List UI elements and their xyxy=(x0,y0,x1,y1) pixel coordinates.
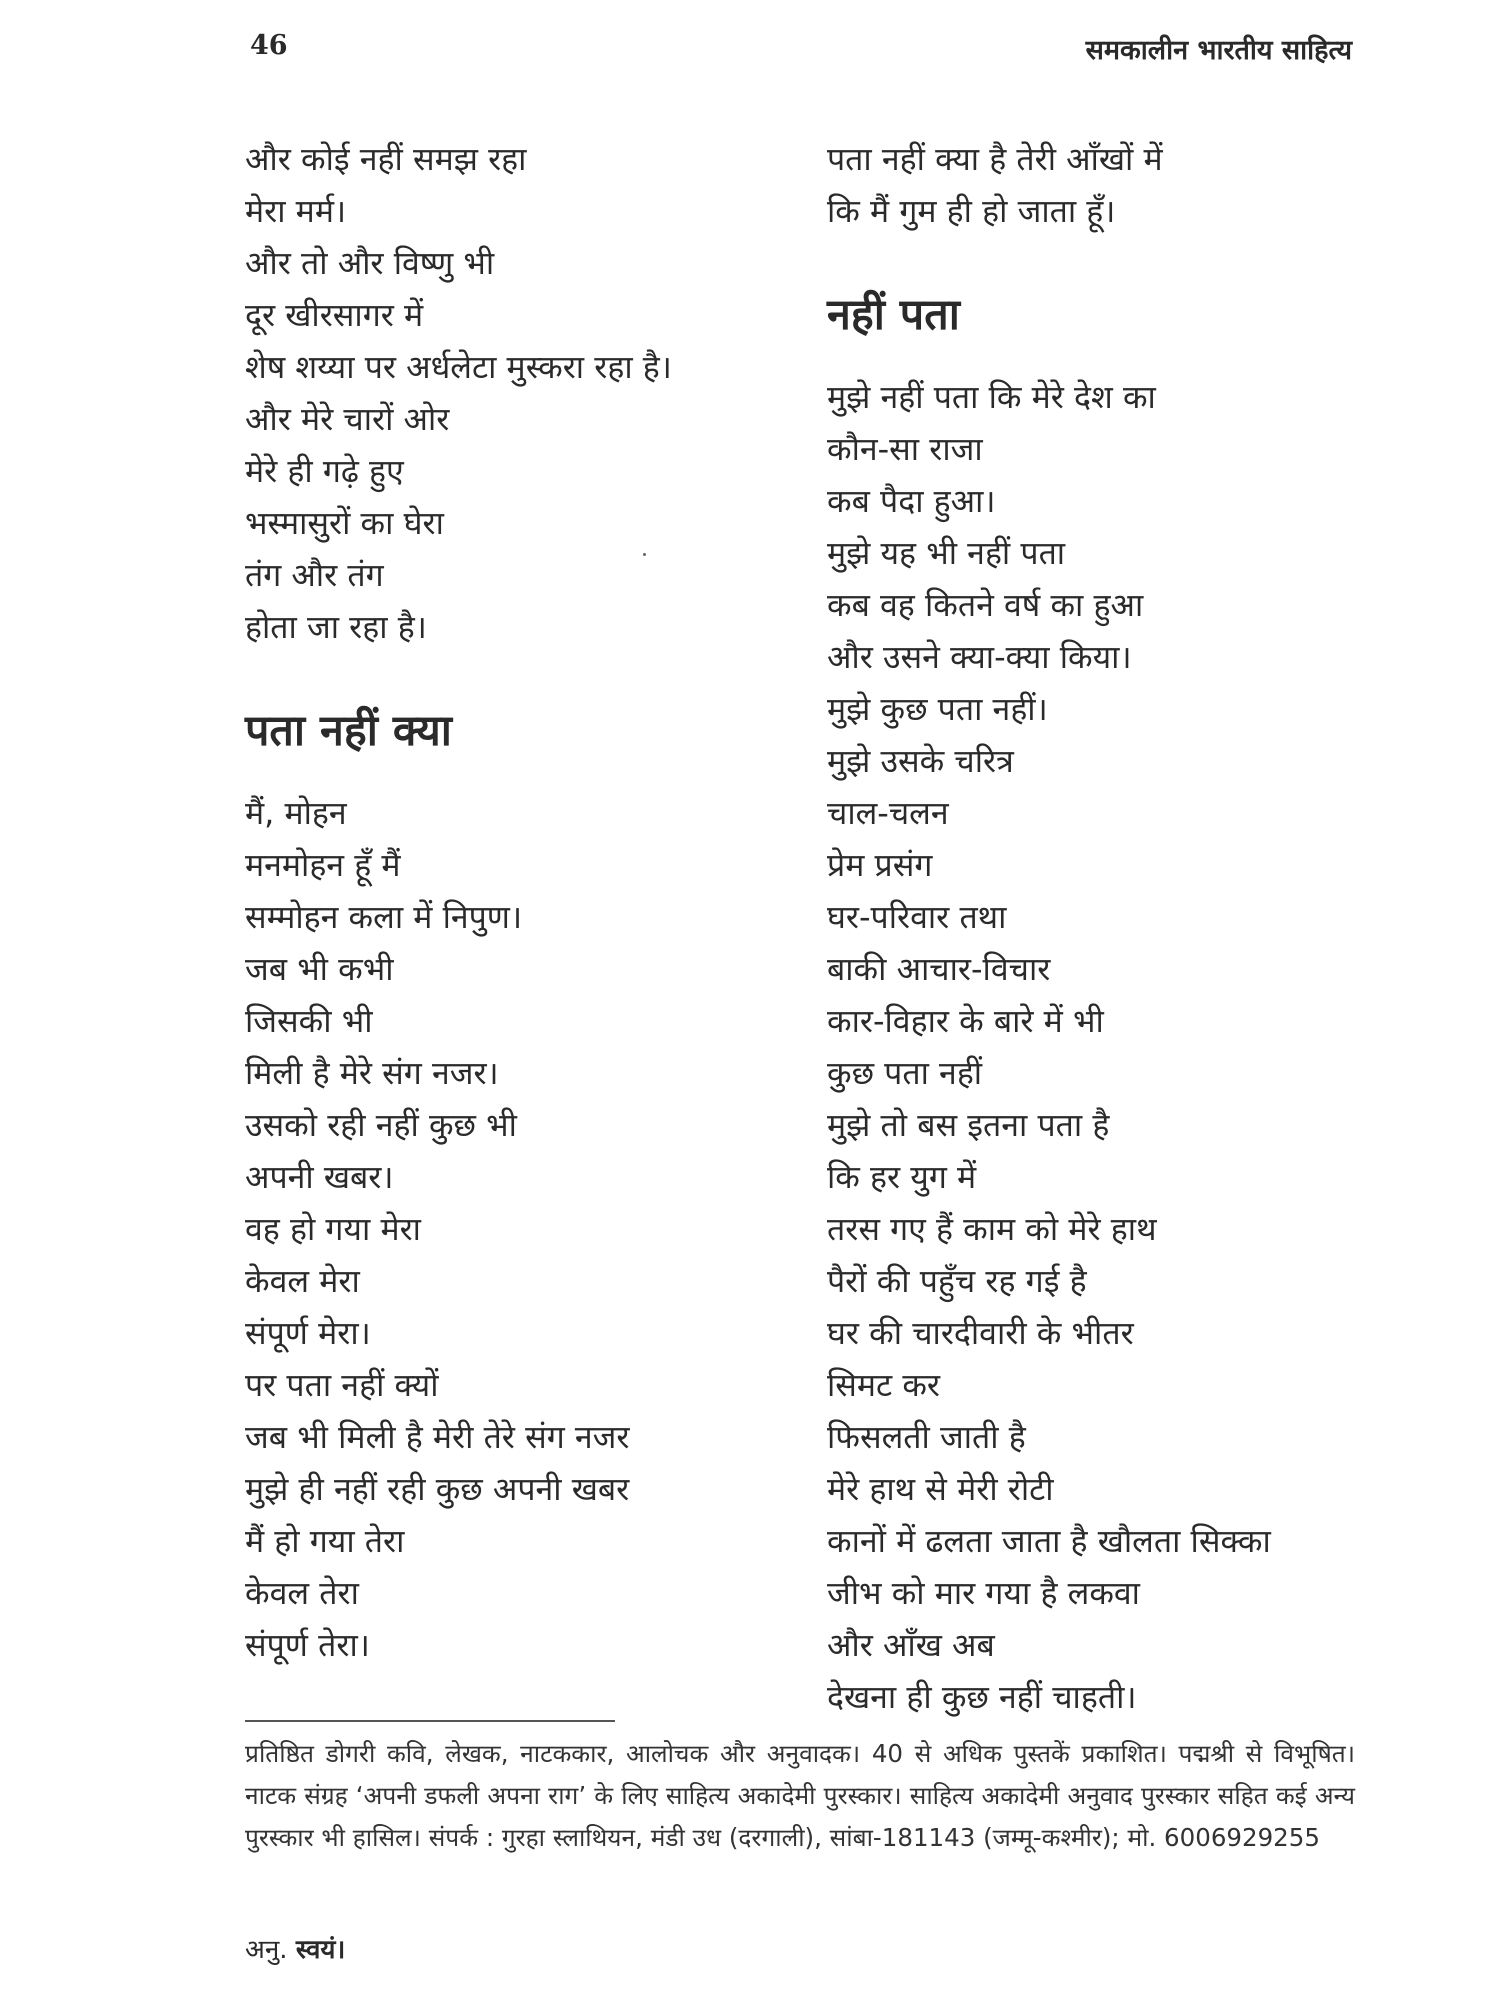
poem-line: केवल मेरा xyxy=(245,1262,360,1300)
poem-line: मुझे ही नहीं रही कुछ अपनी खबर xyxy=(245,1470,630,1508)
poem-line: उसको रही नहीं कुछ भी xyxy=(245,1106,517,1144)
page-number: 46 xyxy=(250,30,288,61)
author-footnote: प्रतिष्ठित डोगरी कवि, लेखक, नाटककार, आलोचक और अनुवादक। 40 से अधिक पुस्तकें प्रकाशित। पद्मश्री से विभूषित। नाटक संग्रह ‘अपनी डफली अपना राग’ के लिए साहित्य अकादेमी पुरस्कार। साहित्य अकादेमी अनुवाद पुरस्कार सहित कई अन्य पुरस्कार भी हासिल। संपर्क : गुरहा स्लाथियन, मंडी उध (दरगाली), सांबा-181143 (जम्मू-कश्मीर); मो. 6006929255 xyxy=(245,1739,1355,1852)
poem-line: और तो और विष्णु भी xyxy=(245,244,495,282)
poem-line: मेरा मर्म। xyxy=(245,192,347,230)
poem-line: मेरे ही गढ़े हुए xyxy=(245,452,404,490)
translator-name: स्वयं। xyxy=(295,1935,346,1965)
poem-title-pata-nahin-kya: पता नहीं क्या xyxy=(245,706,452,756)
poem-line: कि हर युग में xyxy=(827,1158,977,1196)
poem-line: अपनी खबर। xyxy=(245,1158,394,1196)
poem-line: मुझे यह भी नहीं पता xyxy=(827,534,1066,572)
poem-line: मिली है मेरे संग नजर। xyxy=(245,1054,499,1092)
poem-line: भस्मासुरों का घेरा xyxy=(245,504,444,542)
poem-line: सिमट कर xyxy=(827,1366,941,1404)
poem-line: कौन-सा राजा xyxy=(827,430,983,468)
poem-line: बाकी आचार-विचार xyxy=(827,950,1051,988)
poem-title-nahin-pata: नहीं पता xyxy=(827,290,960,340)
poem-line: मुझे उसके चरित्र xyxy=(827,742,1014,780)
poem-line: जब भी कभी xyxy=(245,950,394,988)
poem-line: कुछ पता नहीं xyxy=(827,1054,983,1092)
poem-line: दूर खीरसागर में xyxy=(245,296,424,334)
poem-line: सम्मोहन कला में निपुण। xyxy=(245,898,523,936)
poem-line: कब वह कितने वर्ष का हुआ xyxy=(827,586,1144,624)
poem-line: तरस गए हैं काम को मेरे हाथ xyxy=(827,1210,1157,1248)
poem-line: मुझे तो बस इतना पता है xyxy=(827,1106,1110,1144)
poem-line: घर की चारदीवारी के भीतर xyxy=(827,1314,1134,1352)
left-column xyxy=(245,133,785,1671)
poem-line: जीभ को मार गया है लकवा xyxy=(827,1574,1140,1612)
poem-line: वह हो गया मेरा xyxy=(245,1210,421,1248)
poem-line: शेष शय्या पर अर्धलेटा मुस्करा रहा है। xyxy=(245,348,672,386)
poem-line: संपूर्ण तेरा। xyxy=(245,1626,370,1664)
poem-line: घर-परिवार तथा xyxy=(827,898,1007,936)
poem-line: फिसलती जाती है xyxy=(827,1418,1026,1456)
poem-ending xyxy=(827,133,1367,237)
print-speck xyxy=(643,553,646,556)
poem-line: पर पता नहीं क्यों xyxy=(245,1366,439,1404)
poem-line: जब भी मिली है मेरी तेरे संग नजर xyxy=(245,1418,630,1456)
poem-line: कार-विहार के बारे में भी xyxy=(827,1002,1104,1040)
translator-credit xyxy=(245,1930,345,1966)
poem-line: तंग और तंग xyxy=(245,556,384,594)
poem-line: चाल-चलन xyxy=(827,794,949,832)
poem-line: और कोई नहीं समझ रहा xyxy=(245,140,527,178)
translator-prefix: अनु. xyxy=(245,1935,288,1965)
poem-line: और उसने क्या-क्या किया। xyxy=(827,638,1132,676)
poem-line: होता जा रहा है। xyxy=(245,608,427,646)
poem-line: और आँख अब xyxy=(827,1626,995,1664)
running-head-title: समकालीन भारतीय साहित्य xyxy=(1085,35,1352,66)
poem-line: मैं हो गया तेरा xyxy=(245,1522,405,1560)
poem-line: मुझे कुछ पता नहीं। xyxy=(827,690,1048,728)
poem-line: पता नहीं क्या है तेरी आँखों में xyxy=(827,140,1163,178)
poem-line: प्रेम प्रसंग xyxy=(827,846,933,884)
poem-line: और मेरे चारों ओर xyxy=(245,400,450,438)
poem-line: कब पैदा हुआ। xyxy=(827,482,996,520)
poem-line: कि मैं गुम ही हो जाता हूँ। xyxy=(827,192,1116,230)
poem-body xyxy=(245,787,785,1671)
poem-line: मनमोहन हूँ मैं xyxy=(245,846,401,884)
right-column xyxy=(827,133,1367,1723)
poem-line: पैरों की पहुँच रह गई है xyxy=(827,1262,1087,1300)
poem-line: मुझे नहीं पता कि मेरे देश का xyxy=(827,378,1156,416)
poem-body xyxy=(827,371,1367,1723)
poem-line: मैं, मोहन xyxy=(245,794,347,832)
footnote-divider xyxy=(245,1720,615,1722)
poem-line: देखना ही कुछ नहीं चाहती। xyxy=(827,1678,1137,1716)
poem-line: मेरे हाथ से मेरी रोटी xyxy=(827,1470,1054,1508)
poem-line: केवल तेरा xyxy=(245,1574,359,1612)
poem-continuation xyxy=(245,133,785,653)
poem-line: जिसकी भी xyxy=(245,1002,373,1040)
poem-line: संपूर्ण मेरा। xyxy=(245,1314,371,1352)
poem-line: कानों में ढलता जाता है खौलता सिक्का xyxy=(827,1522,1271,1560)
